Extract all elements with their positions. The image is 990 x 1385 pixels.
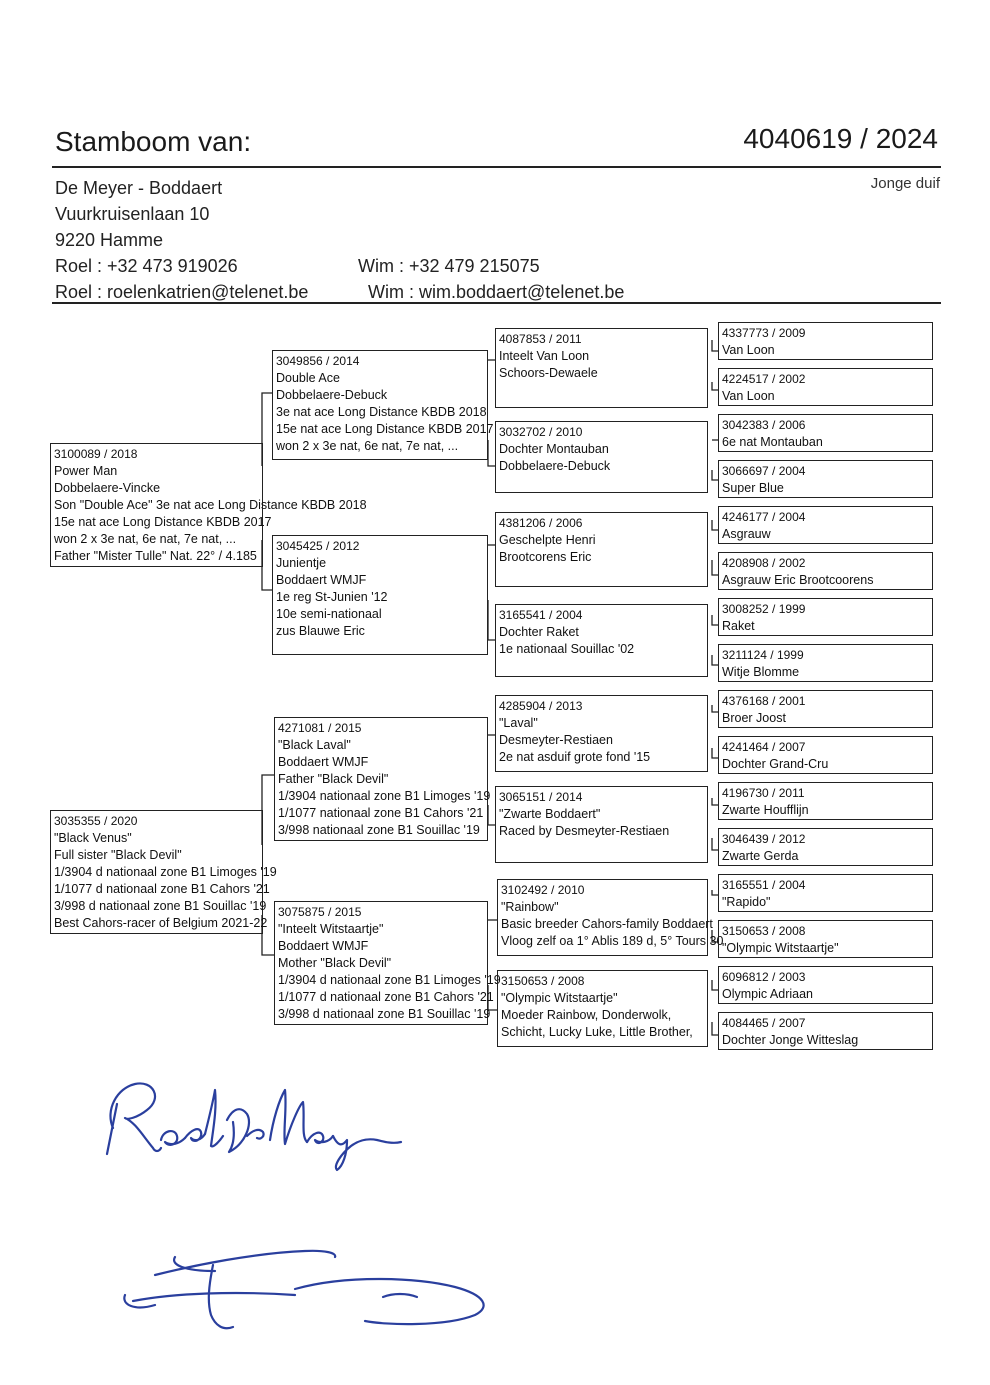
- pedigree-gen3-4: [495, 604, 708, 677]
- pedigree-gen3-8: [497, 970, 708, 1047]
- pedigree-gen4-10: [718, 736, 933, 774]
- pedigree-line: Van Loon: [722, 389, 775, 403]
- ring-number: 4224517 / 2002: [722, 372, 806, 386]
- ring-number: 3035355 / 2020: [54, 814, 138, 828]
- ring-number: 3045425 / 2012: [276, 539, 360, 553]
- pedigree-line: "Olympic Witstaartje": [722, 941, 839, 955]
- pedigree-line: 1/1077 d nationaal zone B1 Cahors '21: [54, 882, 270, 896]
- pedigree-line: 15e nat ace Long Distance KBDB 2017: [276, 422, 494, 436]
- pedigree-gen4-16: [718, 1012, 933, 1050]
- pigeon-ring-number: 4040619 / 2024: [743, 123, 938, 154]
- ring-number: 3211124 / 1999: [722, 648, 804, 662]
- pedigree-gen4-4: [718, 460, 933, 498]
- pedigree-gen4-5: [718, 506, 933, 544]
- ring-number: 3165541 / 2004: [499, 608, 583, 622]
- ring-number: 4241464 / 2007: [722, 740, 806, 754]
- pedigree-line: Full sister "Black Devil": [54, 848, 182, 862]
- owner-street: Vuurkruisenlaan 10: [55, 204, 210, 224]
- pedigree-line: 1/1077 d nationaal zone B1 Cahors '21: [278, 990, 494, 1004]
- email-roel: Roel : roelenkatrien@telenet.be: [55, 282, 309, 302]
- ring-number: 4271081 / 2015: [278, 721, 362, 735]
- pedigree-line: Dobbelaere-Debuck: [276, 388, 388, 402]
- pedigree-line: Broer Joost: [722, 711, 786, 725]
- ring-number: 3102492 / 2010: [501, 883, 585, 897]
- pedigree-line: 6e nat Montauban: [722, 435, 823, 449]
- ring-number: 3065151 / 2014: [499, 790, 583, 804]
- pedigree-line: won 2 x 3e nat, 6e nat, 7e nat, ...: [54, 532, 237, 546]
- owner-city: 9220 Hamme: [55, 230, 164, 250]
- ring-number: 6096812 / 2003: [722, 970, 806, 984]
- ring-number: 4381206 / 2006: [499, 516, 583, 530]
- pedigree-line: Dobbelaere-Vincke: [54, 481, 161, 495]
- signature-roel: [95, 1070, 415, 1180]
- ring-number: 3165551 / 2004: [722, 878, 806, 892]
- pedigree-line: Asgrauw Eric Brootcoorens: [722, 573, 874, 587]
- pedigree-line: Witje Blomme: [722, 665, 800, 679]
- pedigree-line: Zwarte Houfflijn: [722, 803, 809, 817]
- phone-roel: Roel : +32 473 919026: [55, 256, 238, 276]
- pedigree-line: 3e nat ace Long Distance KBDB 2018: [276, 405, 487, 419]
- pedigree-line: Inteelt Van Loon: [499, 349, 590, 363]
- pedigree-line: Junientje: [276, 556, 327, 570]
- ring-number: 4208908 / 2002: [722, 556, 806, 570]
- pedigree-gen4-6: [718, 552, 933, 590]
- pedigree-line: Raket: [722, 619, 755, 633]
- pedigree-line: Dochter Raket: [499, 625, 579, 639]
- pedigree-line: 10e semi-nationaal: [276, 607, 382, 621]
- ring-number: 3032702 / 2010: [499, 425, 583, 439]
- pedigree-line: Asgrauw: [722, 527, 771, 541]
- pedigree-gen4-15: [718, 966, 933, 1004]
- pedigree-line: 1e reg St-Junien '12: [276, 590, 388, 604]
- ring-number: 4285904 / 2013: [499, 699, 583, 713]
- pedigree-line: Zwarte Gerda: [722, 849, 799, 863]
- ring-number: 4337773 / 2009: [722, 326, 806, 340]
- pedigree-line: 2e nat asduif grote fond '15: [499, 750, 651, 764]
- pedigree-line: Vloog zelf oa 1° Ablis 189 d, 5° Tours 30: [501, 934, 724, 948]
- pedigree-line: "Rainbow": [501, 900, 559, 914]
- pedigree-dam-dam: [274, 901, 501, 1025]
- pedigree-line: Super Blue: [722, 481, 784, 495]
- pedigree-gen4-1: [718, 322, 933, 360]
- pedigree-sire-sire: [272, 350, 494, 460]
- pedigree-line: 1/3904 d nationaal zone B1 Limoges '19: [54, 865, 277, 879]
- pedigree-gen3-2: [495, 421, 708, 493]
- pedigree-gen3-3: [495, 512, 708, 587]
- pedigree-line: "Olympic Witstaartje": [501, 991, 618, 1005]
- email-wim: Wim : wim.boddaert@telenet.be: [368, 282, 625, 302]
- pedigree-gen3-1: [495, 328, 708, 408]
- pedigree-gen4-13: [718, 874, 933, 912]
- pedigree-line: 1e nationaal Souillac '02: [499, 642, 635, 656]
- pedigree-line: Van Loon: [722, 343, 775, 357]
- pedigree-line: 1/3904 d nationaal zone B1 Limoges '19: [278, 973, 501, 987]
- ring-number: 4196730 / 2011: [722, 786, 805, 800]
- pedigree-line: zus Blauwe Eric: [276, 624, 365, 638]
- pedigree-gen4-9: [718, 690, 933, 728]
- pedigree-gen4-12: [718, 828, 933, 866]
- pedigree-line: "Black Laval": [278, 738, 351, 752]
- pedigree-line: Moeder Rainbow, Donderwolk,: [501, 1008, 672, 1022]
- pedigree-line: Dobbelaere-Debuck: [499, 459, 611, 473]
- phone-wim: Wim : +32 479 215075: [358, 256, 540, 276]
- ring-number: 3100089 / 2018: [54, 447, 138, 461]
- pedigree-line: Father "Mister Tulle" Nat. 22° / 4.185: [54, 549, 257, 563]
- pedigree-line: 3/998 d nationaal zone B1 Souillac '19: [278, 1007, 491, 1021]
- ring-number: 3049856 / 2014: [276, 354, 360, 368]
- pedigree-line: Boddaert WMJF: [276, 573, 367, 587]
- page-title: Stamboom van:: [55, 126, 252, 157]
- pedigree-gen3-6: [495, 786, 708, 863]
- pedigree-gen3-5: [495, 695, 708, 772]
- pedigree-line: Desmeyter-Restiaen: [499, 733, 613, 747]
- pedigree-line: 1/3904 nationaal zone B1 Limoges '19: [278, 789, 491, 803]
- pedigree-line: Schicht, Lucky Luke, Little Brother,: [501, 1025, 693, 1039]
- pedigree-line: Dochter Montauban: [499, 442, 609, 456]
- ring-number: 3066697 / 2004: [722, 464, 806, 478]
- ring-number: 3008252 / 1999: [722, 602, 806, 616]
- pedigree-gen4-2: [718, 368, 933, 406]
- pedigree-gen4-7: [718, 598, 933, 636]
- pedigree-gen4-14: [718, 920, 933, 958]
- pedigree-line: Brootcorens Eric: [499, 550, 592, 564]
- pedigree-sire-dam: [272, 535, 488, 655]
- pedigree-line: "Black Venus": [54, 831, 132, 845]
- ring-number: 3150653 / 2008: [722, 924, 806, 938]
- ring-number: 4246177 / 2004: [722, 510, 806, 524]
- pedigree-line: 3/998 nationaal zone B1 Souillac '19: [278, 823, 480, 837]
- pedigree-line: Power Man: [54, 464, 118, 478]
- pedigree-gen3-7: [497, 879, 724, 956]
- ring-number: 4084465 / 2007: [722, 1016, 806, 1030]
- pedigree-line: Mother "Black Devil": [278, 956, 392, 970]
- pedigree-line: Boddaert WMJF: [278, 939, 369, 953]
- ring-number: 4376168 / 2001: [722, 694, 806, 708]
- pedigree-dam: [50, 810, 277, 934]
- pedigree-line: Geschelpte Henri: [499, 533, 596, 547]
- ring-number: 3075875 / 2015: [278, 905, 362, 919]
- pedigree-line: Best Cahors-racer of Belgium 2021-22: [54, 916, 268, 930]
- pigeon-status: Jonge duif: [870, 175, 940, 192]
- pedigree-line: Son "Double Ace" 3e nat ace Long Distance KBDB 2018: [54, 498, 367, 512]
- ring-number: 4087853 / 2011: [499, 332, 582, 346]
- pedigree-line: 3/998 d nationaal zone B1 Souillac '19: [54, 899, 267, 913]
- pedigree-line: "Laval": [499, 716, 538, 730]
- ring-number: 3150653 / 2008: [501, 974, 585, 988]
- pedigree-line: Raced by Desmeyter-Restiaen: [499, 824, 670, 838]
- pedigree-dam-sire: [274, 717, 491, 841]
- pedigree-line: "Rapido": [722, 895, 771, 909]
- signature-wim: [115, 1235, 505, 1345]
- pedigree-line: "Zwarte Boddaert": [499, 807, 601, 821]
- pedigree-line: won 2 x 3e nat, 6e nat, 7e nat, ...: [276, 439, 459, 453]
- pedigree-line: 15e nat ace Long Distance KBDB 2017: [54, 515, 272, 529]
- pedigree-line: 1/1077 nationaal zone B1 Cahors '21: [278, 806, 484, 820]
- pedigree-line: Schoors-Dewaele: [499, 366, 598, 380]
- pedigree-gen4-8: [718, 644, 933, 682]
- owner-name: De Meyer - Boddaert: [55, 178, 223, 198]
- pedigree-line: Double Ace: [276, 371, 340, 385]
- pedigree-line: Dochter Jonge Witteslag: [722, 1033, 859, 1047]
- pedigree-line: Dochter Grand-Cru: [722, 757, 829, 771]
- pedigree-line: Basic breeder Cahors-family Boddaert: [501, 917, 713, 931]
- ring-number: 3046439 / 2012: [722, 832, 806, 846]
- pedigree-gen4-11: [718, 782, 933, 820]
- pedigree-line: "Inteelt Witstaartje": [278, 922, 384, 936]
- pedigree-line: Boddaert WMJF: [278, 755, 369, 769]
- pedigree-gen4-3: [718, 414, 933, 452]
- pedigree-line: Olympic Adriaan: [722, 987, 814, 1001]
- pedigree-line: Father "Black Devil": [278, 772, 389, 786]
- ring-number: 3042383 / 2006: [722, 418, 806, 432]
